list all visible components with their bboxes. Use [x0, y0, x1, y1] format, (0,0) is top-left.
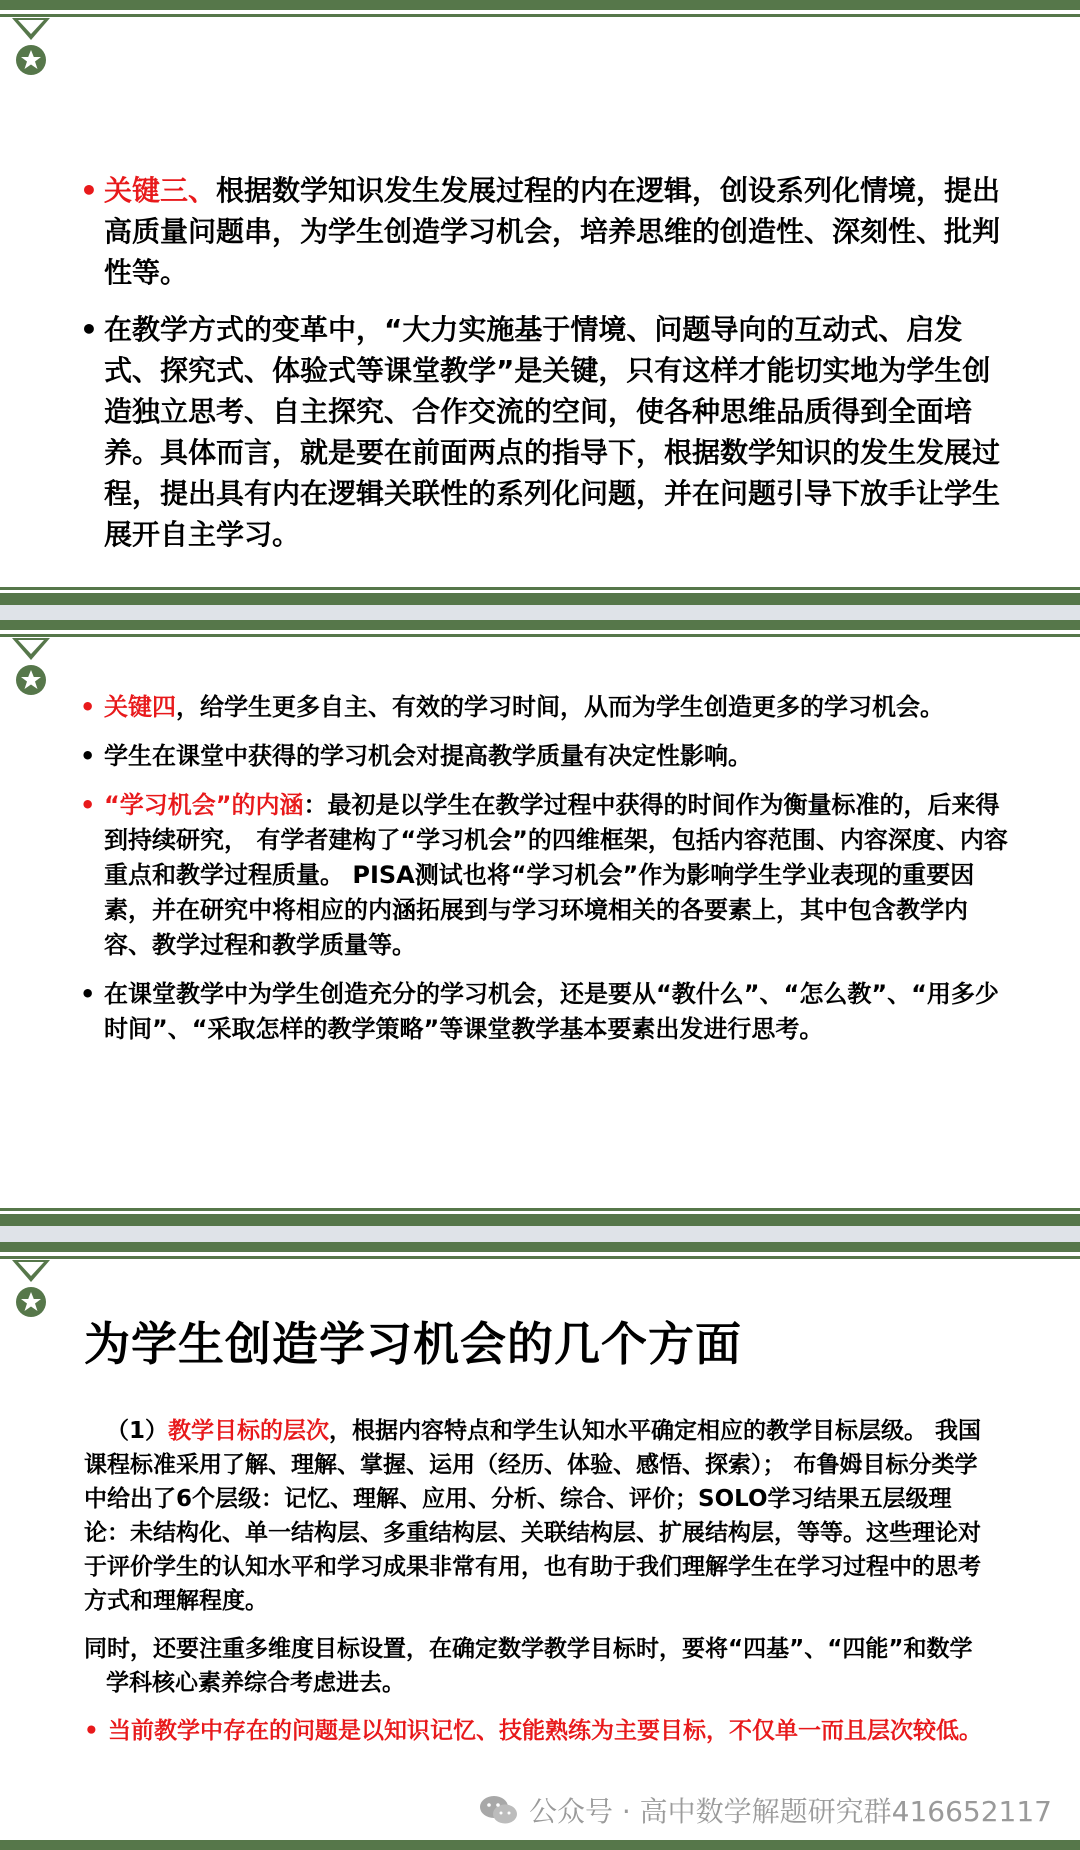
- learning-opportunity-impact-text: 学生在课堂中获得的学习机会对提高教学质量有决定性影响。: [104, 742, 752, 770]
- bullet-classroom-elements: • 在课堂教学中为学生创造充分的学习机会，还是要从“教什么”、“怎么教”、“用多少时间”、“采取怎样的教学策略”等课堂教学基本要素出发进行思考。: [80, 980, 999, 1043]
- bullet-current-problem: • 当前教学中存在的问题是以知识记忆、技能熟练为主要目标，不仅单一而且层次较低。: [84, 1718, 982, 1744]
- star-badge-icon: [10, 18, 52, 76]
- top-bar: [0, 620, 1080, 640]
- bullet-learning-opportunity-impact: • 学生在课堂中获得的学习机会对提高教学质量有决定性影响。: [80, 742, 752, 770]
- teaching-reform-text: 在教学方式的变革中，“大力实施基于情境、问题导向的互动式、启发式、探究式、体验式等课堂教学”是关键，只有这样才能切实地为学生创造独立思考、自主探究、合作交流的空间，使各种思维品质得到全面培养。具体而言，就是要在前面两点的指导下，根据数学知识的发生发展过程，提出具有内在逻辑关联性的系列化问题，并在问题引导下放手让学生展开自主学习。: [104, 313, 1001, 551]
- slide-3: [0, 1242, 1080, 1850]
- bullet-key-four: • 关键四，给学生更多自主、有效的学习时间，从而为学生创造更多的学习机会。: [80, 693, 944, 721]
- bullet-teaching-reform: • 在教学方式的变革中，“大力实施基于情境、问题导向的互动式、启发式、探究式、体验式等课堂教学”是关键，只有这样才能切实地为学生创造独立思考、自主探究、合作交流的空间，使各种思维品质得到全面培养。具体而言，就是要在前面两点的指导下，根据数学知识的发生发展过程，提出具有内在逻辑关联性的系列化问题，并在问题引导下放手让学生展开自主学习。: [80, 313, 1001, 551]
- star-badge-icon: [10, 1260, 52, 1318]
- teaching-goal-levels-label: 教学目标的层次: [168, 1418, 330, 1444]
- slide-separator: [0, 1226, 1080, 1242]
- watermark-text: 公众号 · 高中数学解题研究群416652117: [528, 1795, 1052, 1828]
- classroom-elements-text: 在课堂教学中为学生创造充分的学习机会，还是要从“教什么”、“怎么教”、“用多少时间”、“采取怎样的教学策略”等课堂教学基本要素出发进行思考。: [104, 980, 999, 1043]
- slide-title: 为学生创造学习机会的几个方面: [84, 1317, 742, 1371]
- key-three-label: 关键三、: [104, 174, 217, 207]
- key-four-text: ，给学生更多自主、有效的学习时间，从而为学生创造更多的学习机会。: [176, 693, 944, 721]
- bullet-key-three: • 关键三、根据数学知识发生发展过程的内在逻辑，创设系列化情境，提出高质量问题串，为学生创造学习机会，培养思维的创造性、深刻性、批判性等。: [80, 174, 1001, 289]
- bullet-learning-opportunity-meaning: • “学习机会”的内涵：最初是以学生在教学过程中获得的时间作为衡量标准的，后来得到持续研究， 有学者建构了“学习机会”的四维框架，包括内容范围、内容深度、内容重点和教学过程质量。 PISA测试也将“学习机会”作为影响学生学业表现的重要因素，并在研究中将相应的内涵拓展到与学习环境相关的各要素上，其中包含教学内容、教学过程和教学质量等。: [80, 791, 1008, 959]
- wechat-icon: [479, 1794, 519, 1826]
- learning-opportunity-meaning-label: “学习机会”的内涵: [104, 791, 304, 819]
- slide-2: [0, 620, 1080, 1226]
- multi-dimension-goals-text: 同时，还要注重多维度目标设置，在确定数学教学目标时，要将“四基”、“四能”和数学学科核心素养综合考虑进去。: [84, 1636, 973, 1696]
- key-four-label: 关键四: [104, 693, 176, 721]
- multi-dimension-goals-paragraph: [84, 1632, 990, 1700]
- wechat-watermark: [479, 1790, 1052, 1830]
- top-bar: [0, 1242, 1080, 1262]
- teaching-goal-levels-text: ，根据内容特点和学生认知水平确定相应的教学目标层级。 我国课程标准采用了解、理解、掌握、运用（经历、体验、感悟、探索）； 布鲁姆目标分类学中给出了6个层级：记忆、理解、应用、分析、综合、评价；SOLO学习结果五层级理论：未结构化、单一结构层、多重结构层、关联结构层、扩展结构层，等等。这些理论对于评价学生的认知水平和学习成果非常有用，也有助于我们理解学生在学习过程中的思考方式和理解程度。: [84, 1418, 982, 1614]
- learning-opportunity-meaning-text: ：最初是以学生在教学过程中获得的时间作为衡量标准的，后来得到持续研究， 有学者建构了“学习机会”的四维框架，包括内容范围、内容深度、内容重点和教学过程质量。 PISA测试也将“学习机会”作为影响学生学业表现的重要因素，并在研究中将相应的内涵拓展到与学习环境相关的各要素上，其中包含教学内容、教学过程和教学质量等。: [104, 791, 1008, 959]
- key-three-text: 根据数学知识发生发展过程的内在逻辑，创设系列化情境，提出高质量问题串，为学生创造学习机会，培养思维的创造性、深刻性、批判性等。: [104, 174, 1001, 289]
- current-problem-text: 当前教学中存在的问题是以知识记忆、技能熟练为主要目标，不仅单一而且层次较低。: [108, 1718, 982, 1744]
- slide-1-content: [80, 170, 1010, 555]
- bottom-bar: [0, 587, 1080, 605]
- star-badge-icon: [10, 638, 52, 696]
- slide-1: [0, 0, 1080, 605]
- top-bar: [0, 0, 1080, 20]
- bottom-bar: [0, 1840, 1080, 1850]
- item-number: （1）: [106, 1418, 169, 1444]
- teaching-goal-levels-paragraph: [84, 1414, 990, 1618]
- slide-2-content: [80, 690, 1010, 1047]
- slide-separator: [0, 605, 1080, 620]
- slide-3-content: [84, 1414, 990, 1748]
- bottom-bar: [0, 1208, 1080, 1226]
